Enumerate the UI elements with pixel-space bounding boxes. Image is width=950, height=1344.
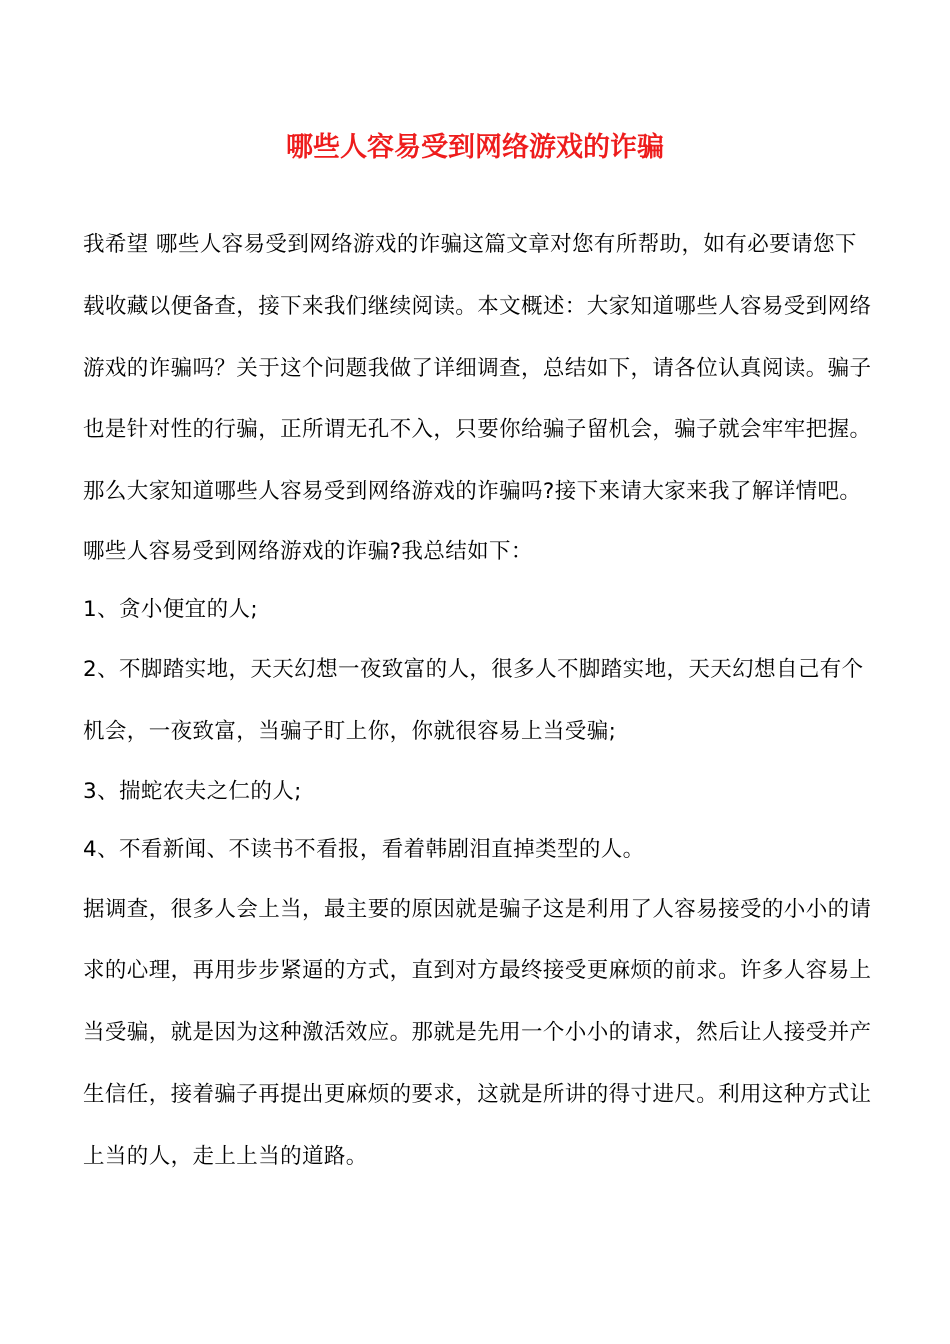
summary-heading-paragraph: 哪些人容易受到网络游戏的诈骗?我总结如下： [83, 538, 533, 564]
analysis-paragraph: 据调查，很多人会上当，最主要的原因就是骗子这是利用了人容易接受的小小的请求的心理，再用步步紧逼的方式，直到对方最终接受更麻烦的前求。许多人容易上当受骗，就是因为这种激活效应。那就是先用一个小小的请求，然后让人接受并产生信任，接着骗子再提出更麻烦的要求，这就是所讲的得寸进尺。利用这种方式让上当的人，走上上当的道路。 [83, 896, 872, 1169]
intro-paragraph: 我希望 哪些人容易受到网络游戏的诈骗这篇文章对您有所帮助，如有必要请您下载收藏以便备查，接下来我们继续阅读。本文概述：大家知道哪些人容易受到网络游戏的诈骗吗？关于这个问题我做了详细调查，总结如下，请各位认真阅读。骗子也是针对性的行骗，正所谓无孔不入，只要你给骗子留机会，骗子就会牢牢把握。那么大家知道哪些人容易受到网络游戏的诈骗吗?接下来请大家来我了解详情吧。 [83, 232, 872, 505]
list-item-2: 2、不脚踏实地，天天幻想一夜致富的人，很多人不脚踏实地，天天幻想自己有个机会，一夜致富，当骗子盯上你，你就很容易上当受骗; [83, 656, 864, 744]
list-item-3: 3、揣蛇农夫之仁的人; [83, 778, 302, 804]
list-item-1: 1、贪小便宜的人; [83, 596, 259, 622]
article-body [83, 214, 873, 1188]
list-item-4: 4、不看新闻、不读书不看报，看着韩剧泪直掉类型的人。 [83, 836, 645, 862]
page-title: 哪些人容易受到网络游戏的诈骗 [286, 132, 664, 163]
